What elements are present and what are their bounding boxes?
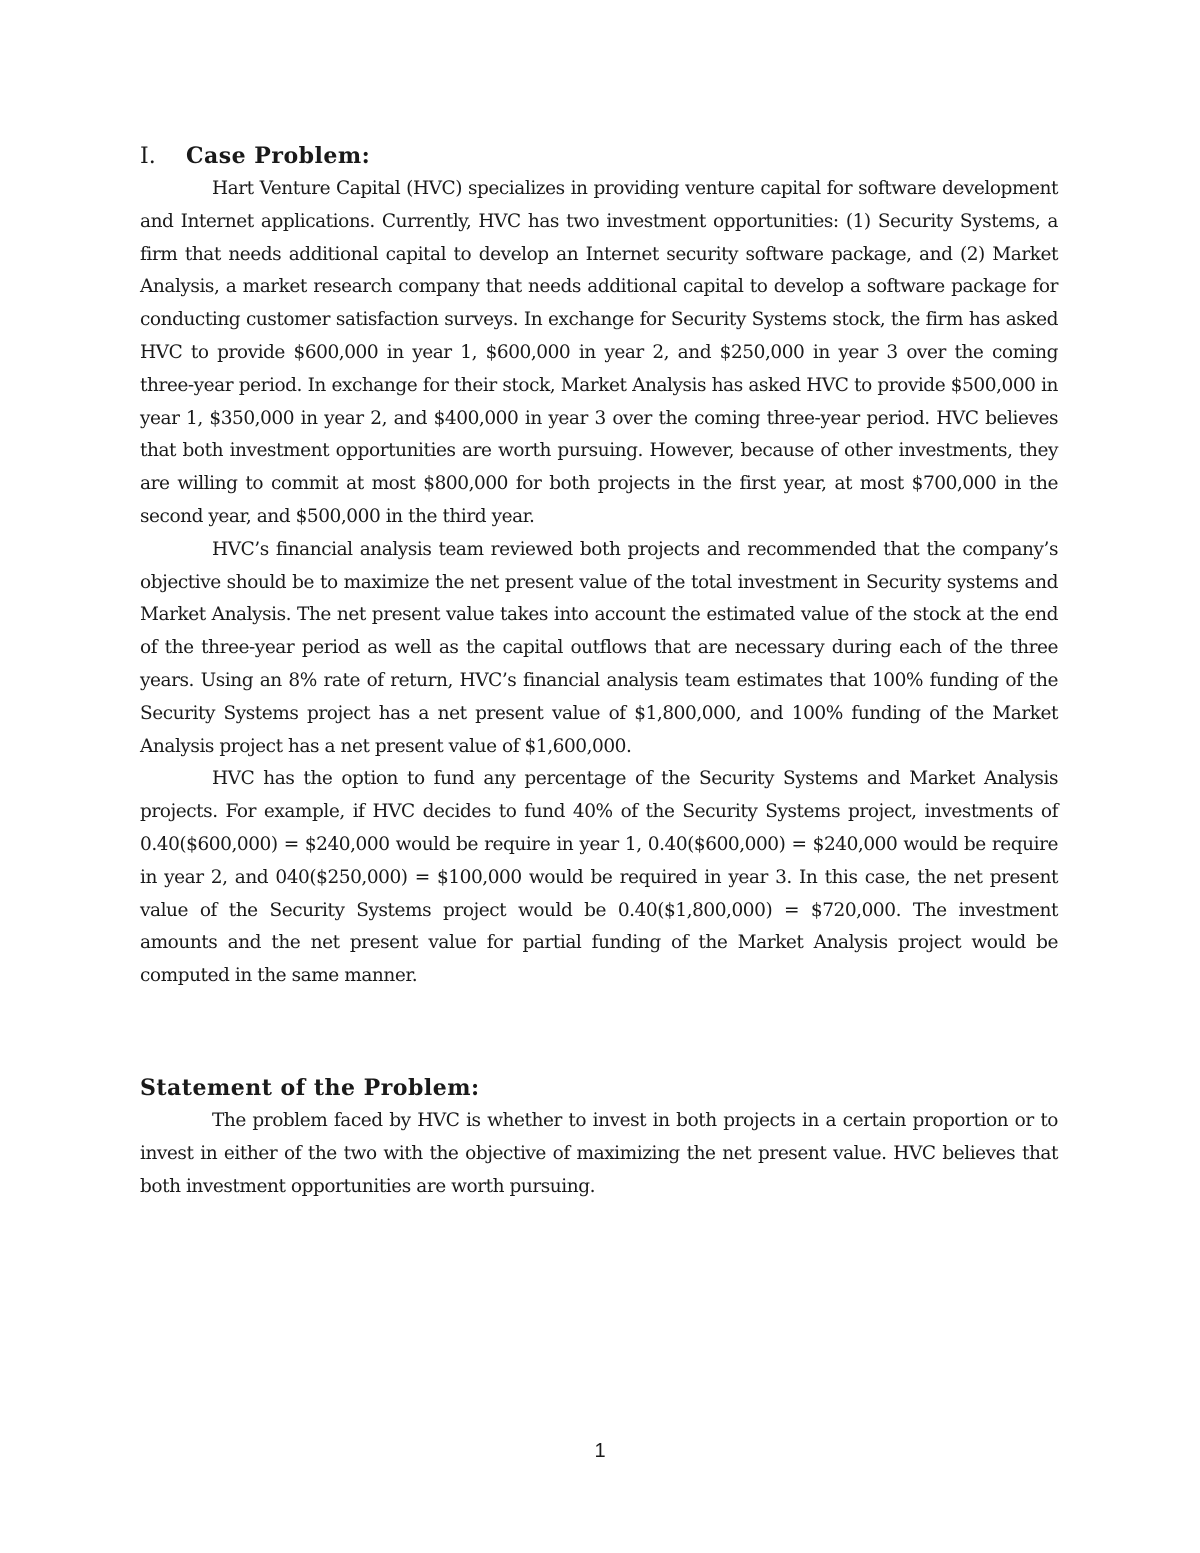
section-title-colon: : — [361, 143, 370, 169]
document-page — [140, 140, 1058, 1203]
page-number: 1 — [594, 1440, 606, 1462]
case-paragraph-3: HVC has the option to fund any percentage of the Security Systems and Market Analysis projects. For example, if HVC decides to fund 40% of the Security Systems project, investments of 0.40($600,000) = $240,000 would be require in year 1, 0.40($600,000) = $240,000 would be require in year 2, and 040($250,000) = $100,000 would be required in year 3. In this case, the net present value of the Security Systems project would be 0.40($1,800,000) = $720,000. The investment amounts and the net present value for partial funding of the Market Analysis project would be computed in the same manner. — [140, 768, 1058, 987]
section-title: Case Problem — [186, 143, 362, 169]
case-problem-heading — [140, 140, 1058, 173]
section-number: I. — [140, 144, 156, 169]
statement-paragraph: The problem faced by HVC is whether to invest in both projects in a certain proportion or to invest in either of the two with the objective of maximizing the net present value. HVC believes that both investment opportunities are worth pursuing. — [140, 1109, 1058, 1197]
statement-heading: Statement of the Problem: — [140, 1074, 480, 1101]
case-paragraph-1: Hart Venture Capital (HVC) specializes in providing venture capital for software development and Internet applications. Currently, HVC has two investment opportunities: (1) Security Systems, a firm that needs additional capital to develop an Internet security software package, and (2) Market Analysis, a market research company that needs additional capital to develop a software package for conducting customer satisfaction surveys. In exchange for Security Systems stock, the firm has asked HVC to provide $600,000 in year 1, $600,000 in year 2, and $250,000 in year 3 over the coming three-year period. In exchange for their stock, Market Analysis has asked HVC to provide $500,000 in year 1, $350,000 in year 2, and $400,000 in year 3 over the coming three-year period. HVC believes that both investment opportunities are worth pursuing. However, because of other investments, they are willing to commit at most $800,000 for both projects in the first year, at most $700,000 in the second year, and $500,000 in the third year. — [140, 178, 1058, 527]
case-paragraph-2: HVC’s financial analysis team reviewed both projects and recommended that the company’s objective should be to maximize the net present value of the total investment in Security systems and Market Analysis. The net present value takes into account the estimated value of the stock at the end of the three-year period as well as the capital outflows that are necessary during each of the three years. Using an 8% rate of return, HVC’s financial analysis team estimates that 100% funding of the Security Systems project has a net present value of $1,800,000, and 100% funding of the Market Analysis project has a net present value of $1,600,000. — [140, 538, 1058, 757]
